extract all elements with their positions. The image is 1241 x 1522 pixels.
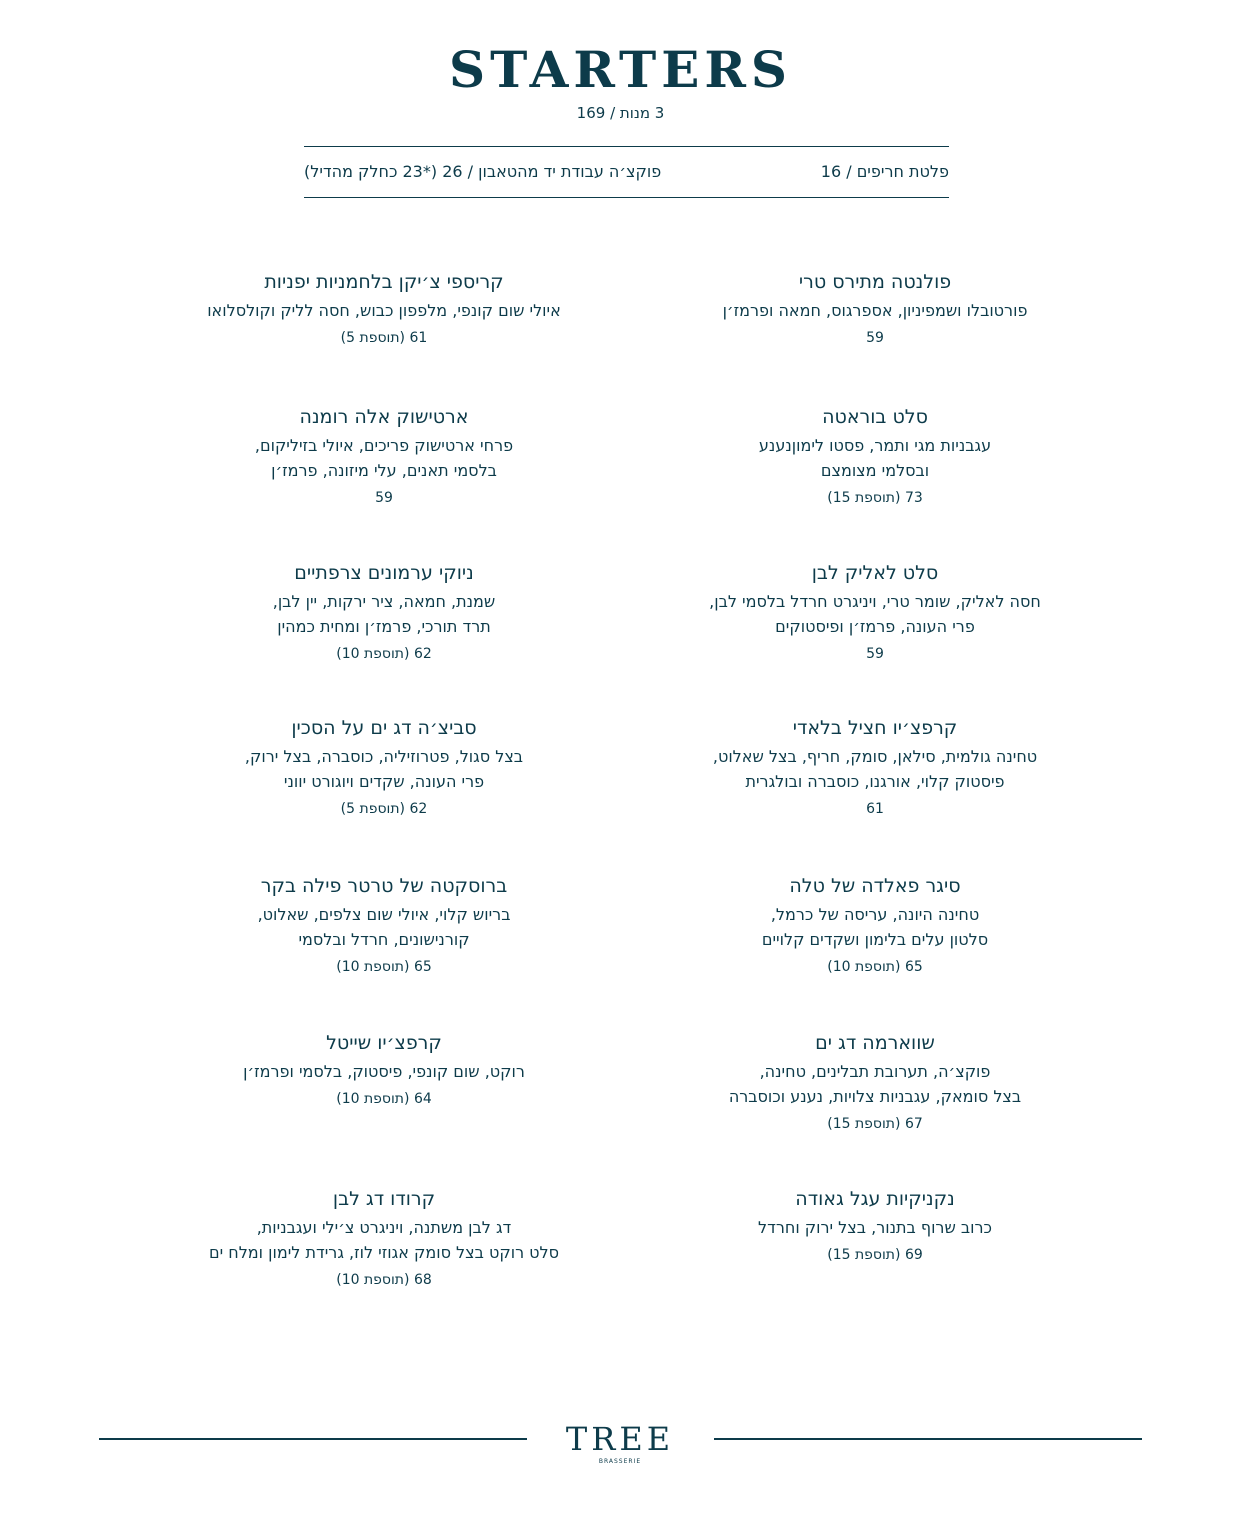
dish-name: קרפצ׳יו חציל בלאדי [792, 717, 958, 739]
dish-description: בצל סגול, פטרוזיליה, כוסברה, בצל ירוק, [244, 747, 524, 766]
dish-name: קרודו דג לבן [332, 1188, 436, 1210]
dish-price: 59 [866, 646, 884, 662]
dish-price: 65 (תוספת 10) [827, 959, 923, 975]
left-menu-item [144, 1029, 624, 1112]
dish-description: שמנת, חמאה, ציר ירקות, יין לבן, [272, 592, 496, 611]
divider-bottom [304, 197, 949, 198]
left-menu-item [144, 1185, 624, 1293]
dish-description: בריוש קלוי, איולי שום צלפים, שאלוט, [257, 905, 511, 924]
dish-name: ניוקי ערמונים צרפתיים [294, 562, 474, 584]
dish-description: כרוב שרוף בתנור, בצל ירוק וחרדל [758, 1218, 992, 1237]
left-menu-item [144, 872, 624, 980]
extra-item-spicy-plate: פלטת חריפים / 16 [820, 162, 949, 181]
right-menu-item [635, 559, 1115, 667]
right-menu-item [635, 1029, 1115, 1137]
divider-top [304, 146, 949, 147]
page-title: STARTERS [448, 40, 793, 99]
dish-price: 64 (תוספת 10) [336, 1091, 432, 1107]
dish-name: שווארמה דג ים [815, 1032, 935, 1054]
dish-name: סלט לאליק לבן [811, 562, 939, 584]
dish-description: פיסטוק קלוי, אורגנו, כוסברה ובולגרית [745, 772, 1005, 791]
dish-description: סלטון עלים בלימון ושקדים קלויים [761, 930, 989, 949]
dish-price: 61 [866, 801, 884, 817]
dish-price: 68 (תוספת 10) [336, 1272, 432, 1288]
dish-description: טחינה גולמית, סילאן, סומק, חריף, בצל שאלוט, [712, 747, 1038, 766]
dish-name: סיגר פאלדה של טלה [789, 875, 961, 897]
dish-name: קרפצ׳יו שייטל [326, 1032, 442, 1054]
dish-price: 67 (תוספת 15) [827, 1116, 923, 1132]
extra-item-focaccia: פוקצ׳ה עבודת יד מהטאבון / 26 (*23 כחלק מהדיל) [304, 162, 662, 181]
right-menu-item [635, 268, 1115, 351]
dish-name: קריספי צ׳יקן בלחמניות יפניות [264, 271, 504, 293]
dish-price: 65 (תוספת 10) [336, 959, 432, 975]
right-menu-item [635, 872, 1115, 980]
dish-description: רוקט, שום קונפי, פיסטוק, בלסמי ופרמז׳ן [243, 1062, 525, 1081]
left-menu-item [144, 268, 624, 351]
dish-description: דג לבן משתנה, ויניגרט צ׳ילי ועגבניות, [256, 1218, 512, 1237]
dish-description: סלט רוקט בצל סומק אגוזי לוז, גרידת לימון ומלח ים [208, 1243, 560, 1262]
logo-subtitle: BRASSERIE [598, 1458, 642, 1465]
dish-description: חסה לאליק, שומר טרי, ויניגרט חרדל בלסמי לבן, [709, 592, 1041, 611]
dish-description: פרי העונה, פרמז׳ן ופיסטוקים [775, 617, 975, 636]
deal-subtitle: 3 מנות / 169 [576, 104, 665, 122]
dish-price: 59 [866, 330, 884, 346]
dish-price: 69 (תוספת 15) [827, 1247, 923, 1263]
dish-description: טחינה היונה, עריסה של כרמל, [770, 905, 980, 924]
logo [560, 1420, 680, 1466]
dish-description: בצל סומאק, עגבניות צלויות, נענע וכוסברה [728, 1087, 1022, 1106]
dish-description: פורטובלו ושמפיניון, אספרגוס, חמאה ופרמז׳ן [722, 301, 1028, 320]
dish-description: איולי שום קונפי, מלפפון כבוש, חסה לליק וקולסלואו [207, 301, 561, 320]
dish-description: קורנישונים, חרדל ובלסמי [298, 930, 470, 949]
logo-wordmark: TREE [565, 1420, 675, 1458]
dish-name: נקניקיות עגל גאודה [795, 1188, 955, 1210]
dish-price: 61 (תוספת 5) [340, 330, 428, 346]
dish-description: בלסמי תאנים, עלי מיזונה, פרמז׳ן [271, 461, 497, 480]
footer-line-left [99, 1438, 527, 1440]
dish-name: סלט בוראטה [822, 406, 928, 428]
right-menu-item [635, 714, 1115, 822]
dish-description: תרד תורכי, פרמז׳ן ומחית כמהין [277, 617, 491, 636]
dish-name: ארטישוק אלה רומנה [299, 406, 469, 428]
dish-description: פרחי ארטישוק פריכים, איולי בזיליקום, [254, 436, 514, 455]
left-menu-item [144, 403, 624, 511]
left-menu-item [144, 559, 624, 667]
left-menu-item [144, 714, 624, 822]
dish-price: 62 (תוספת 5) [340, 801, 428, 817]
dish-price: 62 (תוספת 10) [336, 646, 432, 662]
footer-line-right [714, 1438, 1142, 1440]
dish-name: סביצ׳ה דג ים על הסכין [291, 717, 477, 739]
dish-price: 73 (תוספת 15) [827, 490, 923, 506]
dish-description: ובסלמי מצומצם [820, 461, 930, 480]
dish-description: עגבניות מגי ותמר, פסטו לימוןנענע [758, 436, 992, 455]
right-menu-item [635, 1185, 1115, 1268]
right-menu-item [635, 403, 1115, 511]
dish-price: 59 [375, 490, 393, 506]
dish-description: פוקצ׳ה, תערובת תבלינים, טחינה, [759, 1062, 991, 1081]
dish-name: פולנטה מתירס טרי [798, 271, 952, 293]
dish-description: פרי העונה, שקדים ויוגורט יווני [283, 772, 485, 791]
dish-name: ברוסקטה של טרטר פילה בקר [260, 875, 508, 897]
